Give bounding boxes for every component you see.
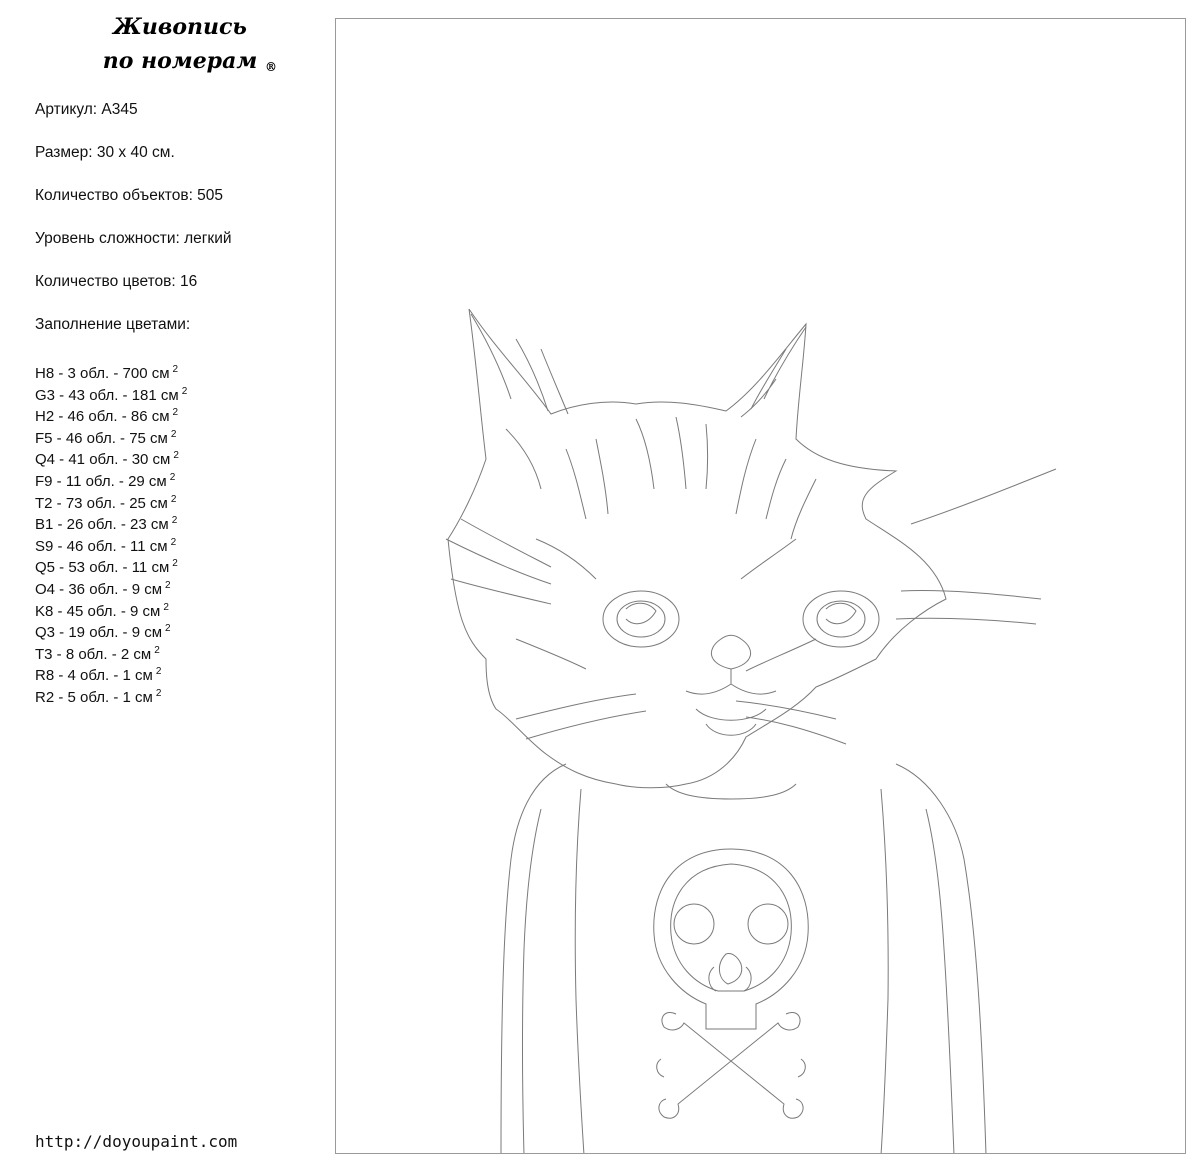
color-fill-text: G3 - 43 обл. - 181 см (35, 386, 179, 404)
color-fill-text: R2 - 5 обл. - 1 см (35, 688, 153, 706)
article-text: Артикул: A345 (35, 101, 138, 118)
color-fill-text: F9 - 11 обл. - 29 см (35, 472, 167, 490)
fill-heading: Заполнение цветами: (35, 316, 191, 333)
registered-mark: ® (265, 60, 277, 74)
square-unit-superscript: 2 (181, 385, 188, 397)
color-fill-text: Q5 - 53 обл. - 11 см (35, 559, 170, 577)
square-unit-superscript: 2 (172, 558, 178, 570)
difficulty-text: Уровень сложности: легкий (35, 230, 232, 247)
artwork-canvas (335, 18, 1186, 1154)
brand-line-2: по номерам (102, 48, 258, 74)
square-unit-superscript: 2 (169, 471, 176, 483)
square-unit-superscript: 2 (172, 364, 179, 375)
color-fill-text: O4 - 36 обл. - 9 см (35, 580, 163, 598)
color-fill-item (35, 575, 187, 597)
color-fill-item (35, 381, 187, 403)
color-fill-item (35, 683, 187, 705)
color-fill-item (35, 618, 187, 640)
color-fill-item (35, 359, 187, 381)
square-unit-superscript: 2 (154, 644, 160, 656)
color-fill-item (35, 510, 187, 532)
footer-url: http://doyoupaint.com (35, 1132, 238, 1151)
square-unit-superscript: 2 (165, 579, 171, 591)
color-fill-text: K8 - 45 обл. - 9 см (35, 602, 161, 620)
color-fill-item (35, 640, 187, 662)
color-fill-item (35, 445, 187, 467)
colors-count-text: Количество цветов: 16 (35, 273, 198, 290)
square-unit-superscript: 2 (165, 623, 171, 635)
color-fill-text: H2 - 46 обл. - 86 см (35, 408, 170, 426)
square-unit-superscript: 2 (173, 450, 179, 462)
square-unit-superscript: 2 (172, 407, 179, 419)
color-fill-text: Q4 - 41 обл. - 30 см (35, 451, 171, 469)
color-fill-text: T3 - 8 обл. - 2 см (35, 645, 152, 663)
color-fill-text: H8 - 3 обл. - 700 см (35, 365, 170, 382)
product-info (35, 100, 232, 358)
color-fill-text: S9 - 46 обл. - 11 см (35, 537, 168, 555)
color-fill-item (35, 402, 187, 424)
color-fill-item (35, 661, 187, 683)
color-fill-text: T2 - 73 обл. - 25 см (35, 494, 168, 512)
brand-line-1: Живопись (113, 14, 247, 40)
square-unit-superscript: 2 (163, 601, 169, 613)
color-fill-item (35, 467, 187, 489)
color-fill-text: Q3 - 19 обл. - 9 см (35, 624, 163, 642)
color-fill-text: B1 - 26 обл. - 23 см (35, 516, 169, 534)
color-fill-item (35, 424, 187, 446)
color-fill-text: R8 - 4 обл. - 1 см (35, 667, 153, 685)
square-unit-superscript: 2 (171, 515, 178, 527)
square-unit-superscript: 2 (170, 493, 177, 505)
objects-count-text: Количество объектов: 505 (35, 187, 224, 204)
color-fill-item (35, 489, 187, 511)
cat-with-skull-shirt-icon (336, 19, 1186, 1154)
square-unit-superscript: 2 (155, 666, 162, 678)
square-unit-superscript: 2 (170, 536, 177, 548)
size-text: Размер: 30 х 40 см. (35, 144, 175, 161)
color-fill-text: F5 - 46 обл. - 75 см (35, 429, 168, 447)
color-fill-item (35, 597, 187, 619)
color-fill-item (35, 553, 187, 575)
color-fill-list (35, 359, 187, 705)
square-unit-superscript: 2 (170, 428, 177, 440)
square-unit-superscript: 2 (155, 687, 162, 699)
color-fill-item (35, 532, 187, 554)
brand-logo (60, 10, 300, 78)
